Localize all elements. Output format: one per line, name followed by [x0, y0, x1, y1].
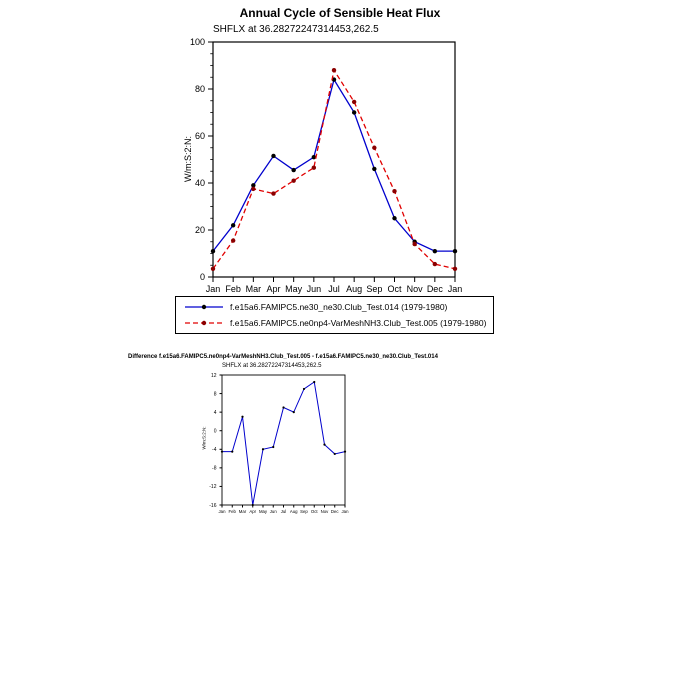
y-axis-tick-label: 8 — [213, 391, 217, 398]
x-axis-tick-label: Sep — [366, 284, 383, 294]
data-point-marker — [241, 416, 243, 418]
x-axis-tick-label: Sep — [300, 508, 308, 514]
main-chart — [170, 36, 480, 298]
data-point-marker — [271, 154, 275, 158]
series-line — [213, 80, 455, 252]
main-chart-title: Annual Cycle of Sensible Heat Flux — [239, 6, 441, 20]
data-point-marker — [392, 189, 396, 193]
data-point-marker — [211, 249, 215, 253]
x-axis-tick-label: Nov — [320, 508, 329, 514]
data-point-marker — [352, 100, 356, 104]
axis-frame — [222, 375, 345, 505]
y-axis-tick-label: -16 — [209, 502, 217, 509]
x-axis-tick-label: Feb — [228, 508, 236, 514]
series-line — [213, 70, 455, 269]
y-axis-tick-label: 60 — [194, 131, 205, 142]
data-point-marker — [352, 110, 356, 114]
data-point-marker — [453, 249, 457, 253]
x-axis-tick-label: Jul — [328, 284, 340, 294]
x-axis-tick-label: Oct — [310, 508, 318, 514]
data-point-marker — [433, 249, 437, 253]
legend-label-case1: f.e15a6.FAMIPC5.ne30_ne30.Club_Test.014 (1979-1980) — [230, 302, 448, 312]
data-point-marker — [433, 262, 437, 266]
x-axis-tick-label: Jan — [218, 508, 226, 514]
data-point-marker — [251, 187, 255, 191]
x-axis-tick-label: Aug — [289, 508, 298, 514]
x-axis-tick-label: Jan — [205, 284, 221, 294]
y-axis-tick-label: 40 — [194, 178, 205, 189]
data-point-marker — [334, 453, 336, 455]
y-axis-tick-label: -12 — [209, 484, 217, 491]
data-point-marker — [291, 178, 295, 182]
data-point-marker — [231, 238, 235, 242]
y-axis-tick-label: 0 — [213, 428, 217, 435]
main-chart-y-axis-label: W/m:S:2:N: — [183, 135, 193, 183]
y-axis-tick-label: 20 — [194, 225, 205, 236]
y-axis-tick-label: 12 — [210, 372, 217, 379]
legend — [175, 296, 494, 334]
y-axis-tick-label: 100 — [189, 37, 205, 48]
data-point-marker — [412, 242, 416, 246]
series-line — [222, 382, 345, 505]
x-axis-tick-label: Mar — [238, 508, 247, 514]
y-axis-tick-label: -8 — [212, 465, 217, 472]
x-axis-tick-label: Jul — [280, 508, 287, 514]
x-axis-tick-label: Apr — [249, 508, 257, 514]
y-axis-tick-label: 4 — [213, 409, 217, 416]
axis-frame — [213, 42, 455, 277]
diff-chart — [195, 371, 365, 519]
data-point-marker — [291, 168, 295, 172]
x-axis-tick-label: Aug — [346, 284, 363, 294]
x-axis-tick-label: Mar — [245, 284, 262, 294]
x-axis-tick-label: Dec — [426, 284, 443, 294]
data-point-marker — [272, 446, 274, 448]
diff-chart-title: Difference f.e15a6.FAMIPC5.ne0np4-VarMeshNH3.Club_Test.005 - f.e15a6.FAMIPC5.ne30_ne30.Club_Test.014 — [128, 354, 438, 360]
data-point-marker — [303, 388, 305, 390]
data-point-marker — [231, 223, 235, 227]
x-axis-tick-label: May — [258, 508, 268, 514]
data-point-marker — [332, 68, 336, 72]
data-point-marker — [252, 504, 254, 506]
data-point-marker — [282, 406, 284, 408]
x-axis-tick-label: Jun — [306, 284, 322, 294]
legend-label-case2: f.e15a6.FAMIPC5.ne0np4-VarMeshNH3.Club_Test.005 (1979-1980) — [230, 318, 487, 328]
data-point-marker — [344, 451, 346, 453]
x-axis-tick-label: Jun — [269, 508, 277, 514]
legend-line-sample-solid-icon — [183, 301, 225, 313]
data-point-marker — [211, 267, 215, 271]
data-point-marker — [231, 451, 233, 453]
x-axis-tick-label: May — [285, 284, 303, 294]
x-axis-tick-label: Oct — [387, 284, 402, 294]
x-axis-tick-label: Jan — [447, 284, 463, 294]
legend-item-case1 — [183, 301, 486, 313]
diff-chart-subtitle: SHFLX at 36.28272247314453,262.5 — [222, 363, 322, 369]
data-point-marker — [453, 267, 457, 271]
data-point-marker — [372, 167, 376, 171]
data-point-marker — [392, 216, 396, 220]
data-point-marker — [323, 444, 325, 446]
y-axis-tick-label: -4 — [212, 447, 217, 454]
data-point-marker — [293, 411, 295, 413]
main-chart-subtitle: SHFLX at 36.28272247314453,262.5 — [213, 24, 379, 35]
x-axis-tick-label: Nov — [406, 284, 423, 294]
data-point-marker — [262, 448, 264, 450]
data-point-marker — [313, 381, 315, 383]
legend-item-case2 — [183, 317, 486, 329]
x-axis-tick-label: Feb — [225, 284, 241, 294]
x-axis-tick-label: Apr — [266, 284, 281, 294]
data-point-marker — [221, 451, 223, 453]
data-point-marker — [271, 191, 275, 195]
legend-line-sample-dashed-icon — [183, 317, 225, 329]
y-axis-tick-label: 0 — [199, 272, 205, 283]
data-point-marker — [372, 146, 376, 150]
x-axis-tick-label: Jan — [341, 508, 349, 514]
legend-sample-marker — [202, 321, 206, 325]
diff-chart-y-axis-label: W/m:S:2:N: — [201, 426, 207, 450]
y-axis-tick-label: 80 — [194, 84, 205, 95]
x-axis-tick-label: Dec — [330, 508, 339, 514]
data-point-marker — [312, 166, 316, 170]
legend-sample-marker — [202, 305, 206, 309]
